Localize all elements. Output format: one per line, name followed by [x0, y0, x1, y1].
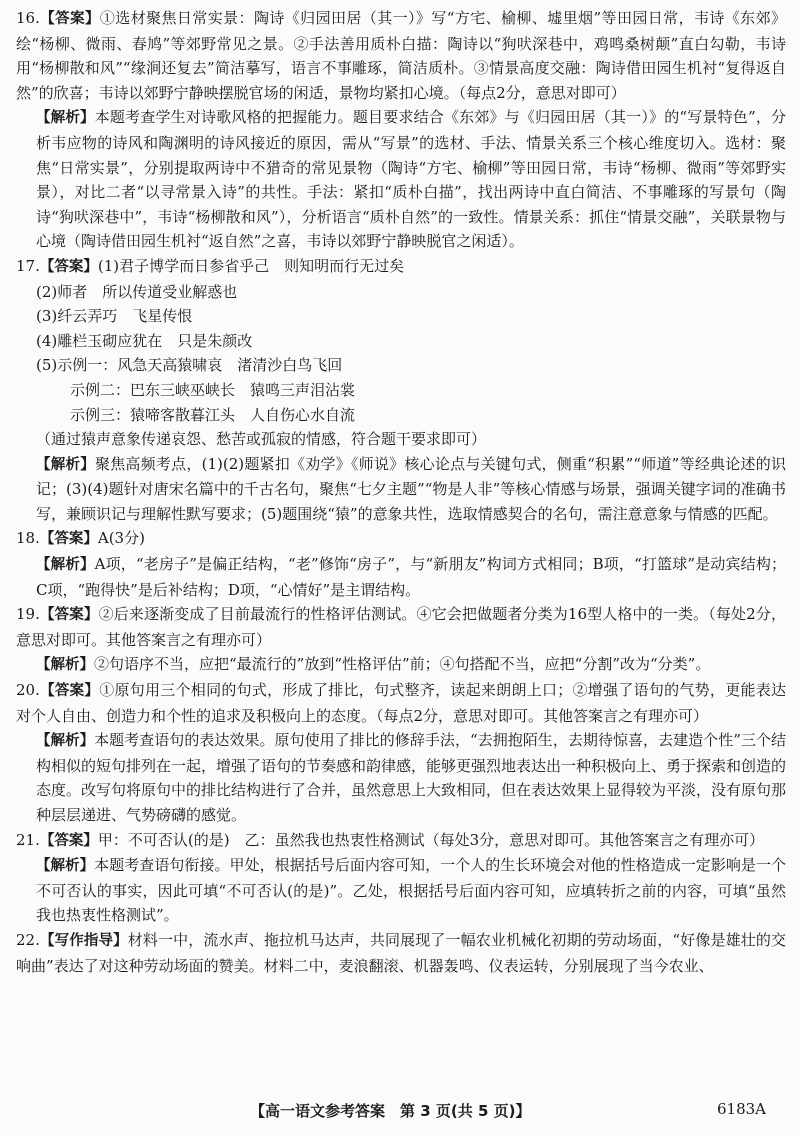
q18-answer: 18.【答案】A(3分)	[16, 529, 145, 548]
q17-analysis: 【解析】聚焦高频考点，(1)(2)题紧扣《劝学》《师说》核心论点与关键句式，侧重“积累”“师道”等经典论述的识记；(3)(4)题针对唐宋名篇中的千古名句，聚焦“七夕主题”“物是人非”等核心情感与场景，强调关键字词的准确书写，兼顾识记与理解性默写要求；(5)题围绕“猿”的意象共性，选取情感契合的名句，需注意意象与情感的匹配。	[36, 454, 786, 523]
q21-answer: 21.【答案】甲：不可否认(的是) 乙：虽然我也热衷性格测试（每处3分，意思对即可。其他答案言之有理亦可）	[16, 830, 765, 849]
q17-item-4: (4)雕栏玉砌应犹在 只是朱颜改	[36, 331, 253, 350]
q20-analysis: 【解析】本题考查语句的表达效果。原句使用了排比的修辞手法，“去拥抱陌生，去期待惊喜，去建造个性”三个结构相似的短句排列在一起，增强了语句的节奏感和韵律感，能够更强烈地表达出一种积极向上、勇于探索和创造的态度。改写句将原句中的排比结构进行了合并，虽然意思上大致相同，但在表达效果上显得较为平淡，没有原句那种层层递进、气势磅礴的感觉。	[36, 731, 787, 824]
q19-answer: 19.【答案】②后来逐渐变成了目前最流行的性格评估测试。④它会把做题者分类为16型人格中的一类。（每处2分，意思对即可。其他答案言之有理亦可）	[16, 605, 786, 649]
q17-answer: 17.【答案】(1)君子博学而日参省乎己 则知明而行无过矣	[16, 256, 405, 275]
q16-analysis: 【解析】本题考查学生对诗歌风格的把握能力。题目要求结合《东郊》与《归园田居（其一）》的“写景特色”，分析韦应物的诗风和陶渊明的诗风接近的原因，需从“写景”的选材、手法、情景关系三个核心维度切入。选材：聚焦“日常实景”，分别提取两诗中不猎奇的常见景物（陶诗“方宅、榆柳”等田园日常，韦诗“杨柳、微雨”等郊野实景），对比二者“以寻常景入诗”的共性。手法：紧扣“质朴白描”，找出两诗中直白简洁、不事雕琢的写景句（陶诗“狗吠深巷中”，韦诗“杨柳散和风”），分析语言“质朴自然”的一致性。情景关系：抓住“情景交融”，关联景物与心境（陶诗借田园生机衬“返自然”之喜，韦诗以郊野宁静映脱官之闲适）。	[36, 108, 786, 251]
answer-page	[16, 6, 786, 978]
q17-item-2: (2)师者 所以传道受业解惑也	[36, 282, 238, 301]
footer-doc-code: 6183A	[716, 1100, 766, 1118]
q17-note: （通过猿声意象传递哀怨、愁苦或孤寂的情感，符合题干要求即可）	[36, 430, 487, 449]
q19-analysis: 【解析】②句语序不当，应把“最流行的”放到“性格评估”前；④句搭配不当，应把“分割”改为“分类”。	[36, 655, 711, 674]
q20-answer: 20.【答案】①原句用三个相同的句式，形成了排比，句式整齐，读起来朗朗上口；②增强了语句的气势，更能表达对个人自由、创造力和个性的追求及积极向上的态度。（每点2分，意思对即可。其他答案言之有理亦可）	[16, 681, 786, 725]
q17-example-2: 示例二：巴东三峡巫峡长 猿鸣三声泪沾裳	[70, 380, 356, 399]
q17-example-3: 示例三：猿啼客散暮江头 人自伤心水自流	[70, 405, 356, 424]
q17-item-3: (3)纤云弄巧 飞星传恨	[36, 307, 193, 326]
footer-page-label: 【高一语文参考答案 第 3 页(共 5 页)】	[250, 1102, 531, 1120]
q16-answer: 16.【答案】①选材聚焦日常实景：陶诗《归园田居（其一）》写“方宅、榆柳、墟里烟”等田园日常，韦诗《东郊》绘“杨柳、微雨、春鸠”等郊野常见之景。②手法善用质朴白描：陶诗以“狗吠深巷中，鸡鸣桑树颠”直白勾勒，韦诗用“杨柳散和风”“缘涧还复去”简洁摹写，语言不事雕琢，简洁质朴。③情景高度交融：陶诗借田园生机衬“复得返自然”的欣喜；韦诗以郊野宁静映摆脱官场的闲适，景物均紧扣心境。（每点2分，意思对即可）	[16, 9, 786, 102]
q17-item-5: (5)示例一：风急天高猿啸哀 渚清沙白鸟飞回	[36, 356, 343, 375]
q21-analysis: 【解析】本题考查语句衔接。甲处，根据括号后面内容可知，一个人的生长环境会对他的性格造成一定影响是一个不可否认的事实，因此可填“不可否认(的是)”。乙处，根据括号后面内容可知，应填转折之前的内容，可填“虽然我也热衷性格测试”。	[36, 856, 786, 925]
q22-guide: 22.【写作指导】材料一中，流水声、拖拉机马达声，共同展现了一幅农业机械化初期的劳动场面，“好像是雄壮的交响曲”表达了对这种劳动场面的赞美。材料二中，麦浪翻滚、机器轰鸣、仪表运转，分别展现了当今农业、	[16, 930, 786, 975]
page-footer	[0, 1100, 800, 1124]
q18-analysis: 【解析】A项，“老房子”是偏正结构，“老”修饰“房子”，与“新朋友”构词方式相同；B项，“打篮球”是动宾结构；C项，“跑得快”是后补结构；D项，“心情好”是主谓结构。	[36, 555, 786, 599]
